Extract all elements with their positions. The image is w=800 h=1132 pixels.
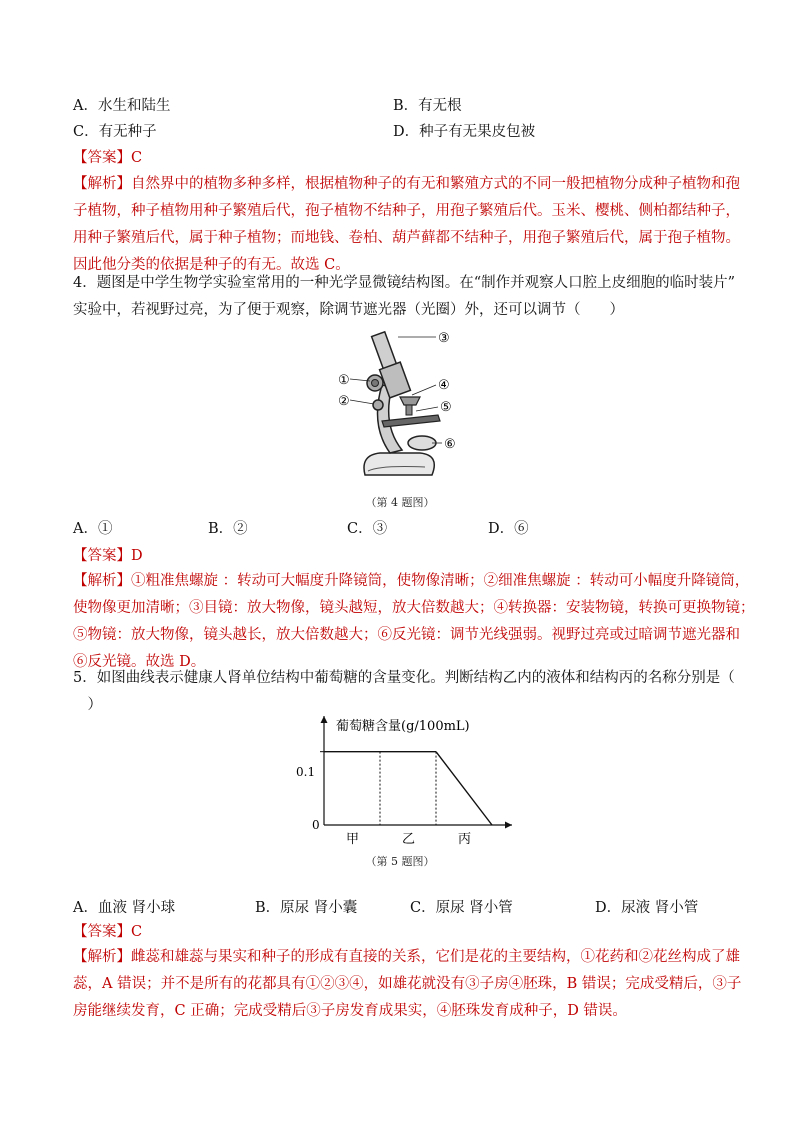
label-6: ⑥: [444, 437, 456, 452]
y-axis-label: 葡萄糖含量(g/100mL): [336, 719, 470, 734]
answer-value: C: [131, 924, 143, 940]
label-5: ⑤: [440, 400, 452, 415]
glucose-chart: [290, 710, 530, 850]
analysis-label: 【解析】: [73, 176, 131, 192]
q4-option-a: A．①: [73, 521, 113, 537]
q5-analysis: [73, 944, 741, 1025]
label-1: ①: [338, 373, 350, 388]
question-line: 实验中，若视野过亮，为了便于观察，除调节遮光器（光圈）外，还可以调节（ ）: [73, 302, 624, 318]
microscope-figure: [320, 325, 480, 490]
nosepiece: [400, 397, 420, 405]
analysis-label: 【解析】: [73, 573, 131, 589]
q5-option-b: B．原尿 肾小囊: [255, 900, 358, 916]
analysis-line: 用种子繁殖后代，属于种子植物；而地钱、卷柏、葫芦藓都不结种子，用孢子繁殖后代，属于孢子植物。: [73, 230, 740, 246]
answer-label: 【答案】: [73, 924, 131, 940]
answer-value: C: [131, 150, 143, 166]
x-tick-label: 甲: [346, 832, 360, 847]
label-2: ②: [338, 394, 350, 409]
question-line: ）: [73, 697, 102, 713]
label-3: ③: [438, 331, 450, 346]
analysis-label: 【解析】: [73, 949, 131, 965]
line-segment-丙: [436, 752, 492, 825]
q3-option-b: B．有无根: [393, 98, 462, 114]
analysis-line: ⑤物镜：放大物像，镜头越长，放大倍数越大；⑥反光镜：调节光线强弱。视野过亮或过暗调节遮光器和: [73, 627, 740, 643]
y-tick-label: 0.1: [296, 765, 316, 779]
q4-analysis: [73, 568, 755, 676]
q4-option-d: D．⑥: [488, 521, 529, 537]
q4-answer: [73, 546, 143, 566]
fine-knob: [373, 400, 383, 410]
q5-option-c: C．原尿 肾小管: [410, 900, 513, 916]
analysis-line: ⑥反光镜。故选 D。: [73, 654, 206, 670]
q3-answer: [73, 148, 142, 168]
x-tick-label: 丙: [458, 832, 472, 847]
q3-option-d: D．种子有无果皮包被: [393, 124, 536, 140]
q4-question: [73, 270, 735, 324]
q3-option-a: A．水生和陆生: [73, 98, 171, 114]
label-4: ④: [438, 378, 450, 393]
q3-option-c: C．有无种子: [73, 124, 157, 140]
analysis-line: 雌蕊和雄蕊与果实和种子的形成有直接的关系，它们是花的主要结构，①花药和②花丝构成了雄: [131, 949, 740, 965]
analysis-line: 使物像更加清晰；③目镜：放大物像，镜头越短，放大倍数越大；④转换器：安装物镜，转换可更换物镜；: [73, 600, 755, 616]
q4-option-c: C．③: [347, 521, 388, 537]
q5-caption: （第 5 题图）: [365, 855, 435, 868]
question-line: 5．如图曲线表示健康人肾单位结构中葡萄糖的含量变化。判断结构乙内的液体和结构丙的名称分别是（: [73, 670, 735, 686]
analysis-line: 因此他分类的依据是种子的有无。故选 C。: [73, 257, 350, 273]
q3-analysis: [73, 171, 740, 279]
analysis-line: ①粗准焦螺旋 ：转动可大幅度升降镜筒，使物像清晰；②细准焦螺旋 ：转动可小幅度升降镜筒，: [131, 573, 750, 589]
q5-option-d: D．尿液 肾小管: [595, 900, 699, 916]
answer-label: 【答案】: [73, 548, 131, 564]
mirror: [408, 436, 436, 450]
microscope-base: [364, 453, 434, 475]
stage: [382, 415, 440, 427]
analysis-line: 子植物，种子植物用种子繁殖后代，孢子植物不结种子，用孢子繁殖后代。玉米、樱桃、侧柏都结种子，: [73, 203, 740, 219]
analysis-line: 房能继续发育，C 正确；完成受精后③子房发育成果实，④胚珠发育成种子，D 错误。: [73, 1003, 627, 1019]
q5-answer: [73, 922, 142, 942]
question-line: 4．题图是中学生物学实验室常用的一种光学显微镜结构图。在“制作并观察人口腔上皮细胞的临时装片”: [73, 275, 736, 291]
q5-option-a: A．血液 肾小球: [73, 900, 176, 916]
objective: [406, 405, 412, 415]
x-tick-label: 乙: [402, 832, 416, 847]
answer-label: 【答案】: [73, 150, 131, 166]
q4-option-b: B．②: [208, 521, 248, 537]
analysis-line: 自然界中的植物多种多样，根据植物种子的有无和繁殖方式的不同一般把植物分成种子植物和孢: [131, 176, 740, 192]
q4-caption: （第 4 题图）: [365, 496, 435, 509]
answer-value: D: [131, 548, 143, 564]
analysis-line: 蕊，A 错误；并不是所有的花都具有①②③④，如雄花就没有③子房④胚珠，B 错误；完成受精后，③子: [73, 976, 742, 992]
y-tick-label: 0: [312, 818, 320, 832]
